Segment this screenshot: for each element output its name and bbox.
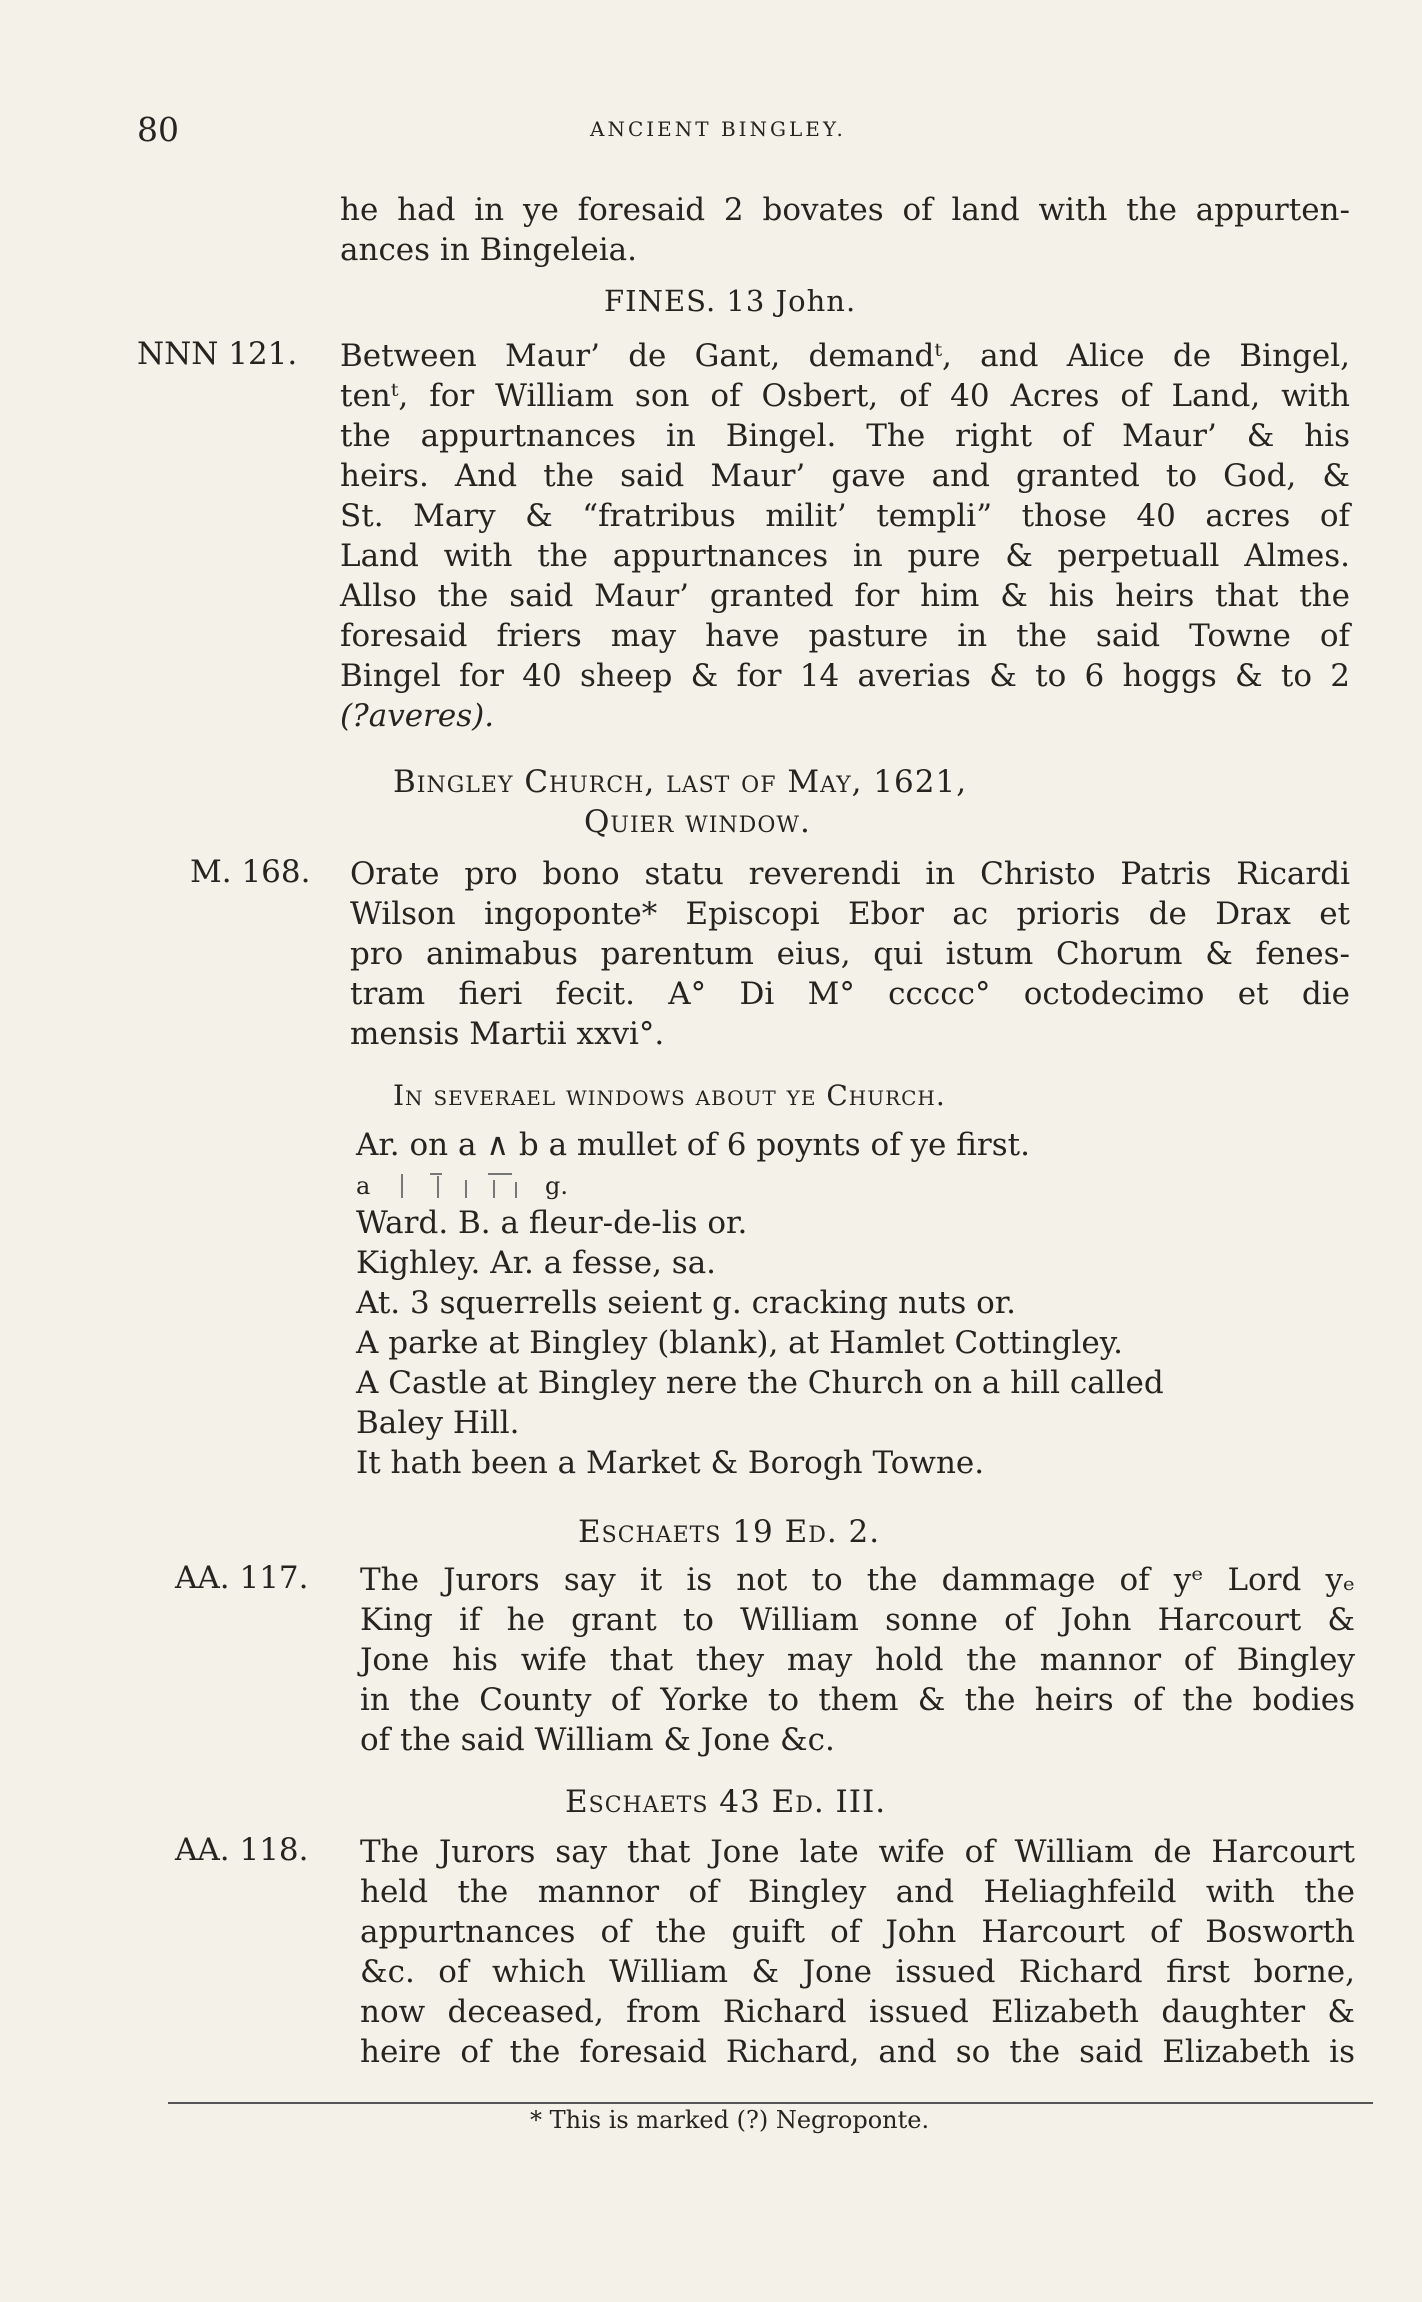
eschaets19-heading: Eschaets 19 Ed. 2. xyxy=(578,1514,881,1550)
arms-line: At. 3 squerrells seient g. cracking nuts or. xyxy=(356,1285,1017,1321)
windows-heading: In severael windows about ye Church. xyxy=(393,1079,946,1112)
entry-line: held the mannor of Bingley and Heliaghfeild with the xyxy=(360,1874,1355,1910)
entry-line: tenᵗ, for William son of Osbert, of 40 Acres of Land, with xyxy=(340,378,1350,414)
entry-line: heirs. And the said Maur’ gave and granted to God, & xyxy=(340,458,1350,494)
entry-line: mensis Martii xxvi°. xyxy=(350,1016,665,1052)
entry-ref: M. 168. xyxy=(190,854,311,890)
arms-line: Ward. B. a fleur-de-lis or. xyxy=(356,1205,748,1241)
entry-line: The Jurors say that Jone late wife of William de Harcourt xyxy=(360,1834,1355,1870)
entry-line: in the County of Yorke to them & the heirs of the bodies xyxy=(360,1682,1355,1718)
page-number: 80 xyxy=(137,110,179,149)
entry-line: &c. of which William & Jone issued Richard first borne, xyxy=(360,1954,1355,1990)
entry-line: The Jurors say it is not to the dammage of yᵉ Lord yₑ xyxy=(360,1562,1355,1598)
arms-line: A Castle at Bingley nere the Church on a hill called xyxy=(356,1365,1164,1401)
entry-line: now deceased, from Richard issued Elizabeth daughter & xyxy=(360,1994,1355,2030)
intro-line: ances in Bingeleia. xyxy=(340,232,638,268)
eschaets43-heading: Eschaets 43 Ed. III. xyxy=(565,1784,887,1820)
arms-line: Ar. on a ∧ b a mullet of 6 poynts of ye first. xyxy=(356,1127,1030,1163)
church-subheading: Quier window. xyxy=(584,804,811,840)
entry-line: Allso the said Maur’ granted for him & his heirs that the xyxy=(340,578,1350,614)
entry-line: Wilson ingoponte* Episcopi Ebor ac prioris de Drax et xyxy=(350,896,1350,932)
arms-sketch-line xyxy=(356,1164,568,1206)
entry-line: King if he grant to William sonne of John Harcourt & xyxy=(360,1602,1355,1638)
entry-ref: NNN 121. xyxy=(137,336,298,372)
arms-line: It hath been a Market & Borogh Towne. xyxy=(356,1445,985,1481)
entry-line: (?averes). xyxy=(340,698,495,734)
footnote: * This is marked (?) Negroponte. xyxy=(530,2106,930,2134)
entry-line: tram fieri fecit. A° Di M° ccccc° octodecimo et die xyxy=(350,976,1350,1012)
entry-line: of the said William & Jone &c. xyxy=(360,1722,835,1758)
arms-line: Kighley. Ar. a fesse, sa. xyxy=(356,1245,717,1281)
fines-heading: FINES. 13 John. xyxy=(604,284,857,318)
entry-line: St. Mary & “fratribus milit’ templi” those 40 acres of xyxy=(340,498,1350,534)
entry-line: Orate pro bono statu reverendi in Christo Patris Ricardi xyxy=(350,856,1350,892)
entry-line: Land with the appurtnances in pure & perpetuall Almes. xyxy=(340,538,1350,574)
intro-line: he had in ye foresaid 2 bovates of land with the appurten- xyxy=(340,192,1350,228)
entry-line: heire of the foresaid Richard, and so the said Elizabeth is xyxy=(360,2034,1355,2070)
entry-line: appurtnances of the guift of John Harcourt of Bosworth xyxy=(360,1914,1355,1950)
church-heading: Bingley Church, last of May, 1621, xyxy=(393,764,968,800)
entry-line: foresaid friers may have pasture in the said Towne of xyxy=(340,618,1350,654)
entry-line: Between Maur’ de Gant, demandᵗ, and Alice de Bingel, xyxy=(340,338,1350,374)
entry-ref: AA. 117. xyxy=(175,1560,309,1596)
arms-sketch-g: g. xyxy=(545,1172,569,1200)
chevron-sketch-icon xyxy=(380,1170,535,1200)
entry-line: pro animabus parentum eius, qui istum Chorum & fenes- xyxy=(350,936,1350,972)
running-title: ANCIENT BINGLEY. xyxy=(590,117,846,141)
entry-ref: AA. 118. xyxy=(175,1832,309,1868)
arms-line: A parke at Bingley (blank), at Hamlet Cottingley. xyxy=(356,1325,1123,1361)
footnote-rule xyxy=(168,2102,1373,2104)
arms-sketch-a: a xyxy=(356,1172,371,1200)
arms-line: Baley Hill. xyxy=(356,1405,520,1441)
entry-line: the appurtnances in Bingel. The right of Maur’ & his xyxy=(340,418,1350,454)
entry-line: Jone his wife that they may hold the mannor of Bingley xyxy=(360,1642,1355,1678)
entry-line: Bingel for 40 sheep & for 14 averias & to 6 hoggs & to 2 xyxy=(340,658,1350,694)
